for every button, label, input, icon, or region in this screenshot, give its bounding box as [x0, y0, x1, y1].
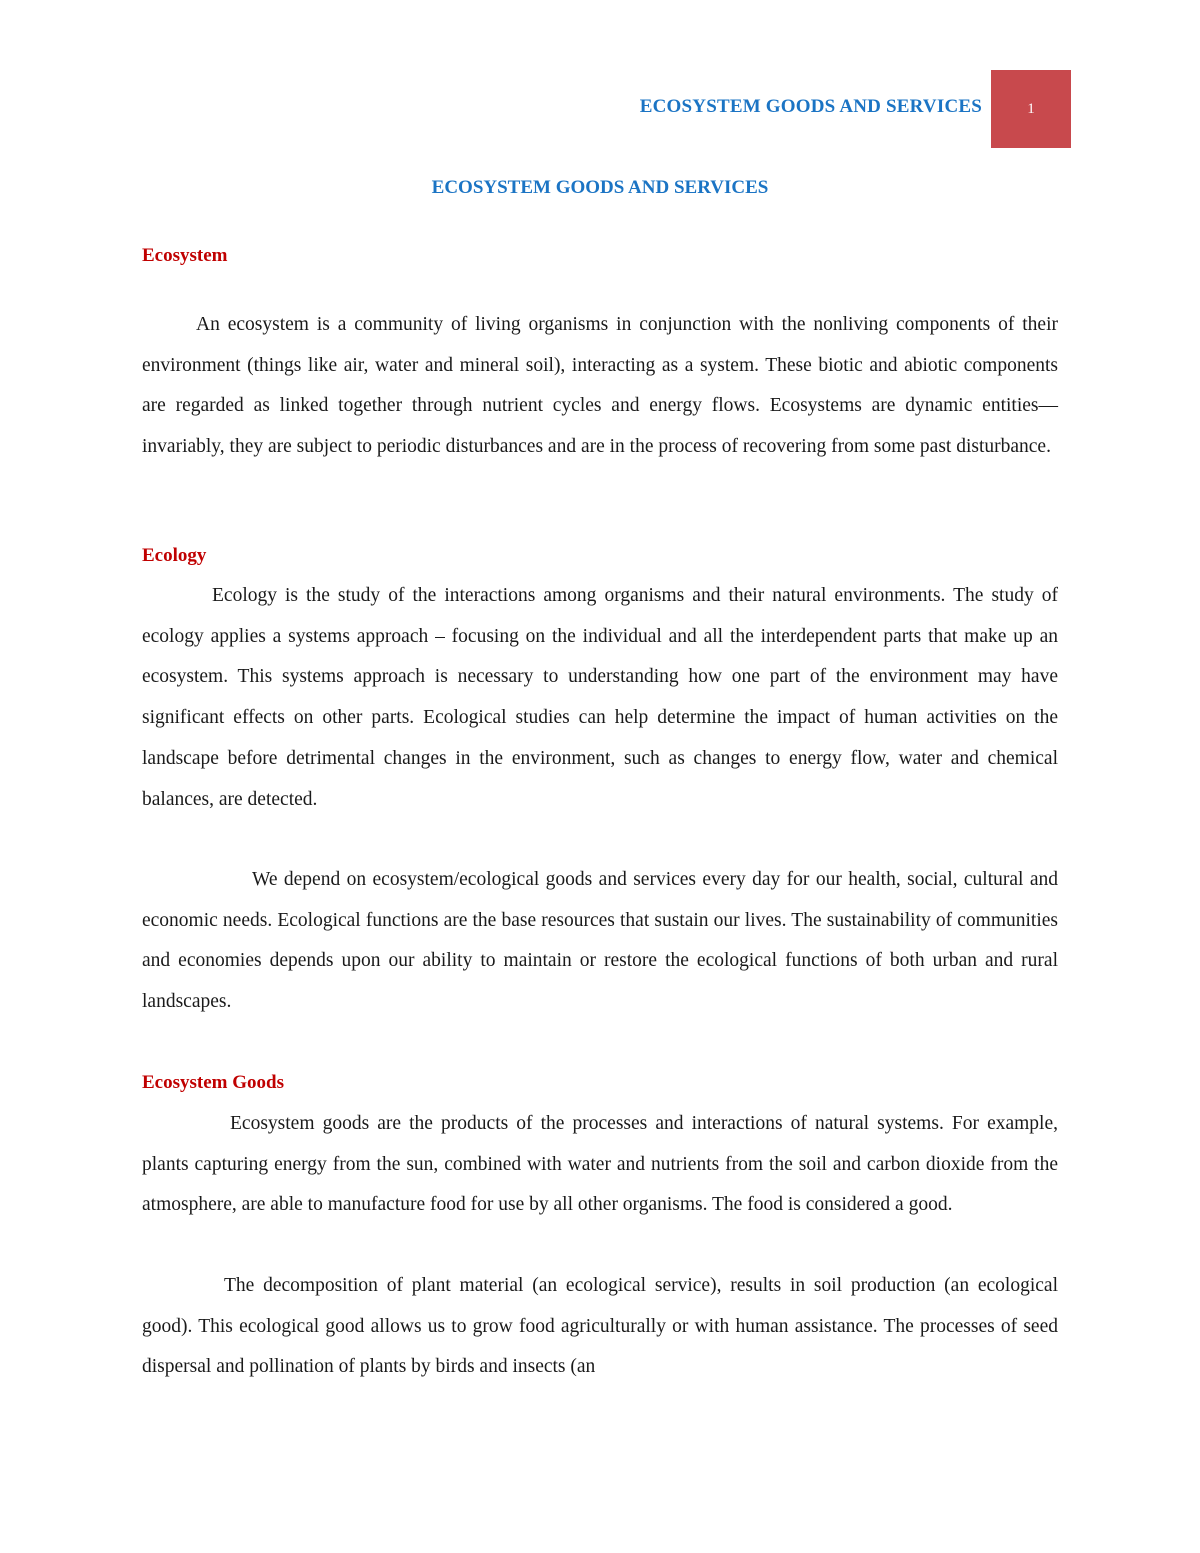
section-heading-ecology: Ecology: [142, 545, 207, 566]
paragraph-ecosystem-definition: An ecosystem is a community of living organisms in conjunction with the nonliving components of their environment (things like air, water and mineral soil), interacting as a system. These biotic and abiotic components are regarded as linked together through nutrient cycles and energy flows. Ecosystems are dynamic entities—invariably, they are subject to periodic disturbances and are in the process of recovering from some past disturbance.: [142, 314, 1058, 458]
paragraph-ecology-definition: Ecology is the study of the interactions among organisms and their natural environments. The study of ecology applies a systems approach – focusing on the individual and all the interdependent parts that make up an ecosystem. This systems approach is necessary to understanding how one part of the environment may have significant effects on other parts. Ecological studies can help determine the impact of human activities on the landscape before detrimental changes in the environment, such as changes to energy flow, water and chemical balances, are detected.: [142, 585, 1058, 810]
paragraph-ecological-services: We depend on ecosystem/ecological goods and services every day for our health, social, cultural and economic needs. Ecological functions are the base resources that sustain our lives. The sustainability of communities and economies depends upon our ability to maintain or restore the ecological functions of both urban and rural landscapes.: [142, 869, 1058, 1013]
section-heading-ecosystem: Ecosystem: [142, 245, 228, 266]
running-header-title: ECOSYSTEM GOODS AND SERVICES: [639, 96, 982, 117]
page-number: 1: [1027, 100, 1035, 117]
document-title: ECOSYSTEM GOODS AND SERVICES: [431, 177, 769, 198]
paragraph-ecosystem-goods-definition: Ecosystem goods are the products of the processes and interactions of natural systems. For example, plants capturing energy from the sun, combined with water and nutrients from the soil and carbon dioxide from the atmosphere, are able to manufacture food for use by all other organisms. The food is considered a good.: [142, 1113, 1058, 1216]
paragraph-decomposition: The decomposition of plant material (an ecological service), results in soil production (an ecological good). This ecological good allows us to grow food agriculturally or with human assistance. The processes of seed dispersal and pollination of plants by birds and insects (an: [142, 1275, 1058, 1378]
page-number-box: [991, 70, 1071, 148]
section-heading-ecosystem-goods: Ecosystem Goods: [142, 1072, 284, 1093]
